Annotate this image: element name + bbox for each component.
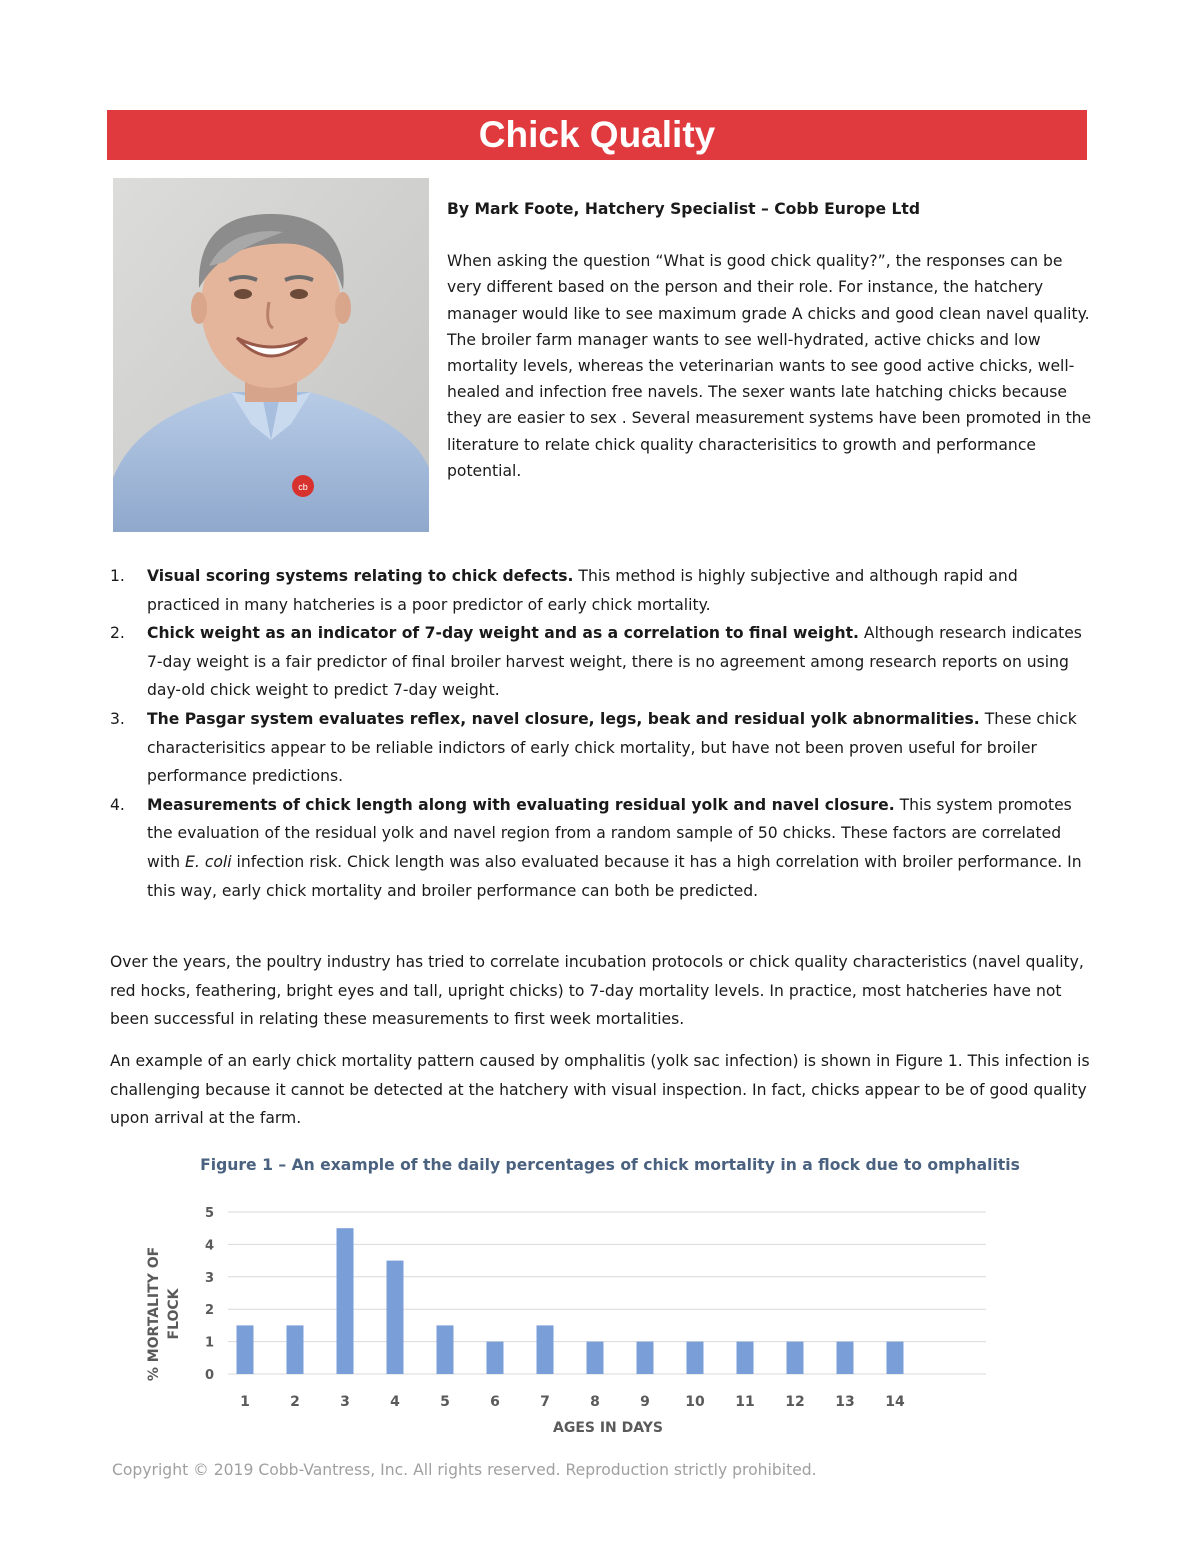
list-item xyxy=(110,705,1095,791)
x-tick-label: 5 xyxy=(440,1394,450,1410)
list-item-heading: Measurements of chick length along with evaluating residual yolk and navel closure. xyxy=(147,795,895,814)
figure-caption: Figure 1 – An example of the daily percentages of chick mortality in a flock due to omphalitis xyxy=(200,1156,1020,1174)
list-item-heading: Visual scoring systems relating to chick defects. xyxy=(147,567,574,585)
list-item xyxy=(110,562,1095,619)
list-item-heading: The Pasgar system evaluates reflex, navel closure, legs, beak and residual yolk abnormalities. xyxy=(147,709,980,728)
x-tick-label: 7 xyxy=(540,1394,550,1410)
x-tick-label: 11 xyxy=(735,1394,755,1410)
x-tick-label: 13 xyxy=(835,1394,855,1410)
x-tick-label: 12 xyxy=(785,1394,805,1410)
criteria-list xyxy=(110,562,1095,905)
list-item xyxy=(110,791,1095,905)
x-axis-label: AGES IN DAYS xyxy=(553,1420,663,1436)
body-paragraph: An example of an early chick mortality pattern caused by omphalitis (yolk sac infection) is shown in Figure 1. This infection is challenging because it cannot be detected at the hatchery with visual inspection. In fact, chicks appear to be of good quality upon arrival at the farm. xyxy=(110,1052,1090,1128)
intro-paragraph: When asking the question “What is good chick quality?”, the responses can be very different based on the person and their role. For instance, the hatchery manager would like to see maximum grade A chicks and good clean navel quality. The broiler farm manager wants to see well-hydrated, active chicks and low mortality levels, whereas the veterinarian wants to see good active chicks, well-healed and infection free navels. The sexer wants late hatching chicks because they are easier to sex . Several measurement systems have been promoted in the literature to relate chick quality characterisitics to growth and performance potential. xyxy=(447,252,1092,480)
list-number: 3. xyxy=(110,709,125,728)
x-tick-label: 4 xyxy=(390,1394,400,1410)
bar-day-8 xyxy=(587,1342,604,1374)
list-item-heading: Chick weight as an indicator of 7-day weight and as a correlation to final weight. xyxy=(147,624,859,643)
y-tick-label: 2 xyxy=(204,1303,214,1319)
list-item xyxy=(110,619,1095,705)
bar-day-4 xyxy=(387,1261,404,1374)
bar-day-1 xyxy=(237,1325,254,1374)
x-tick-label: 6 xyxy=(490,1394,500,1410)
bar-day-5 xyxy=(437,1325,454,1374)
list-item-italic: E. coli xyxy=(185,852,232,871)
list-item-text: infection risk. Chick length was also evaluated because it has a high correlation with broiler performance. In this way, early chick mortality and broiler performance can both be predicted. xyxy=(147,852,1082,900)
mortality-bar-chart xyxy=(130,1188,1000,1446)
bar-day-11 xyxy=(737,1342,754,1374)
svg-text:cb: cb xyxy=(298,482,308,492)
y-tick-label: 1 xyxy=(204,1335,214,1351)
x-tick-label: 10 xyxy=(685,1394,705,1410)
bar-day-9 xyxy=(637,1342,654,1374)
list-number: 1. xyxy=(110,567,125,585)
x-tick-label: 3 xyxy=(340,1394,350,1410)
list-item-text: This system promotes the evaluation of the residual yolk and navel region from a random sample of 50 chicks. These factors are correlated with xyxy=(147,795,1072,871)
bar-day-6 xyxy=(487,1342,504,1374)
list-item-text: This method is highly subjective and although rapid and practiced in many hatcheries is a poor predictor of early chick mortality. xyxy=(147,567,1018,614)
bar-day-2 xyxy=(287,1325,304,1374)
byline: By Mark Foote, Hatchery Specialist – Cobb Europe Ltd xyxy=(447,200,921,218)
y-axis-label: % MORTALITY OF xyxy=(146,1246,162,1382)
y-tick-label: 4 xyxy=(204,1238,214,1254)
x-tick-label: 9 xyxy=(640,1394,650,1410)
bar-day-7 xyxy=(537,1325,554,1374)
x-tick-label: 8 xyxy=(590,1394,600,1410)
body-paragraph: Over the years, the poultry industry has tried to correlate incubation protocols or chick quality characteristics (navel quality, red hocks, feathering, bright eyes and tall, upright chicks) to 7-day mortality levels. In practice, most hatcheries have not been successful in relating these measurements to first week mortalities. xyxy=(110,953,1084,1029)
y-tick-label: 5 xyxy=(204,1206,214,1221)
y-tick-label: 0 xyxy=(204,1368,214,1383)
x-tick-label: 14 xyxy=(885,1394,905,1410)
list-item-text: Although research indicates 7-day weight is a fair predictor of final broiler harvest weight, there is no agreement among research reports on using day-old chick weight to predict 7-day weight. xyxy=(147,624,1082,700)
x-tick-label: 1 xyxy=(240,1394,250,1410)
copyright-footer: Copyright © 2019 Cobb-Vantress, Inc. All rights reserved. Reproduction strictly prohibited. xyxy=(112,1461,817,1479)
y-axis-label: FLOCK xyxy=(166,1288,182,1340)
list-item-text: These chick characterisitics appear to be reliable indictors of early chick mortality, but have not been proven useful for broiler performance predictions. xyxy=(147,709,1077,786)
bar-day-3 xyxy=(337,1228,354,1374)
bar-day-10 xyxy=(687,1342,704,1374)
y-tick-label: 3 xyxy=(204,1270,214,1286)
author-photo xyxy=(113,178,429,532)
list-number: 2. xyxy=(110,624,125,643)
intro-section xyxy=(447,196,1092,484)
bar-day-13 xyxy=(837,1342,854,1374)
bar-day-14 xyxy=(887,1342,904,1374)
list-number: 4. xyxy=(110,795,125,814)
page-title: Chick Quality xyxy=(107,110,1087,160)
bar-day-12 xyxy=(787,1342,804,1374)
x-tick-label: 2 xyxy=(290,1394,300,1410)
